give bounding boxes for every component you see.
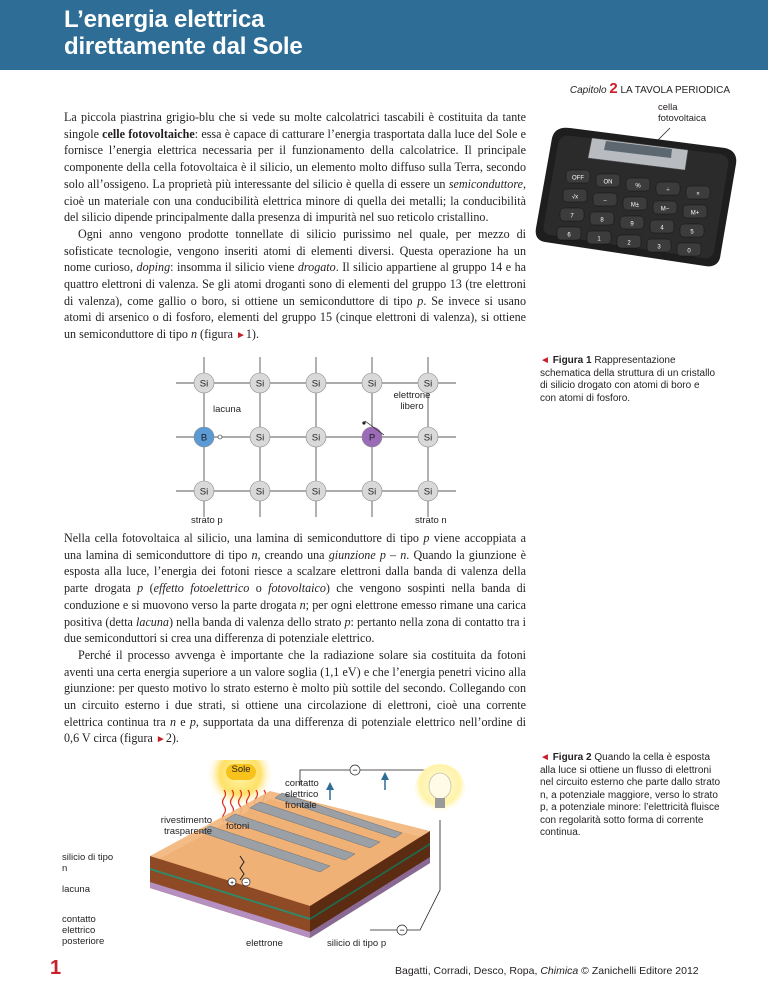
text-run: p xyxy=(344,614,351,629)
label-contatto-posteriore: contatto elettrico posteriore xyxy=(62,914,105,947)
minus-sign-bottom: − xyxy=(399,925,405,935)
paragraph-4 xyxy=(64,647,526,749)
text-run: ( xyxy=(143,581,154,596)
text-run: . Quando la giunzione è esposta alla luce, l’energia dei fotoni riesce a scalzare elettroni dalla banda di valenza della parte drogata xyxy=(64,547,526,596)
calculator-key-label: ÷ xyxy=(666,187,670,194)
calculator-key-label: OFF xyxy=(572,175,584,182)
atom-label: Si xyxy=(423,378,433,390)
text-run: ) nella banda di valenza dello strato xyxy=(168,614,345,629)
text-run: n xyxy=(299,597,306,612)
title-line-2: direttamente dal Sole xyxy=(64,33,303,60)
minus-sign-top: − xyxy=(352,765,358,775)
label-contatto-frontale: contatto elettrico frontale xyxy=(285,778,319,811)
text-run: Ogni anno vengono prodotte tonnellate di silicio purissimo nel quale, per mezzo di sofisticate tecnologie, vengono inseriti atomi di elementi diversi. Questa operazione ha un nome curioso, xyxy=(64,226,526,275)
figure-2-label: Figura 2 xyxy=(552,752,592,763)
text-run: ; per ogni elettrone emesso rimane una carica positiva (detta xyxy=(64,597,526,629)
calculator-key-label: 1 xyxy=(597,236,601,243)
hole-plus-sign: + xyxy=(229,880,235,887)
free-electron xyxy=(362,421,365,424)
label-rivestimento: rivestimento trasparente xyxy=(160,815,212,837)
atom-label: B xyxy=(200,432,208,444)
label-silicio-n: silicio di tipo n xyxy=(62,852,114,874)
text-run: Perché il processo avvenga è importante che la radiazione solare sia costituita da fotoni aventi una certa energia superiore a un valore soglia (1,1 eV) e che l’energia penetri vicino alla giunzione: per questo motivo lo strato esterno è molto più sottile del secondo. Collegando con un circuito esterno i due strati, si ottiene una circolazione di elettroni, cioè una corrente elettrica continua tra xyxy=(64,647,526,729)
text-run: giunzione p – n xyxy=(328,547,407,562)
calculator-key-label: M− xyxy=(660,206,670,213)
atom-label: Si xyxy=(423,432,433,444)
calculator-key-label: 6 xyxy=(567,232,571,239)
calculator-key-label: 5 xyxy=(690,229,694,236)
text-run: p xyxy=(137,581,144,596)
calculator-key-label: ON xyxy=(603,179,613,186)
text-run: p xyxy=(423,531,430,545)
text-run: p xyxy=(417,293,424,308)
caption-marker-2: ◄ xyxy=(540,752,550,763)
figure-1-caption xyxy=(540,355,718,405)
calculator-key-label: M+ xyxy=(690,210,700,217)
atom-label: Si xyxy=(311,432,321,444)
title-line-1: L’energia elettrica xyxy=(64,6,265,33)
text-run: (figura xyxy=(197,327,236,342)
footer-credit: Bagatti, Corradi, Desco, Ropa, Chimica © Zanichelli Editore 2012 xyxy=(395,965,699,977)
figure-2-text: Quando la cella è esposta alla luce si ottiene un flusso di elettroni nel circuito esterno che parte dallo strato n, a potenziale maggiore, verso lo strato p, a potenziale minore: l’elettricità fluisce con regolarità sotto forma di corrente continua. xyxy=(540,752,721,838)
label-strato-n: strato n xyxy=(415,515,447,526)
calc-label-line1: cella xyxy=(658,102,678,113)
text-run: n xyxy=(251,547,258,562)
atom-label: Si xyxy=(199,378,209,390)
text-run: : essa è capace di catturare l’energia trasportata dalla luce del Sole e fornisce l’energia elettrica necessaria per il funzionamento della calcolatrice. Il principale componente della cella fotovoltaica è il silicio, un elemento molto diffuso sulla Terra, secondo solo all’ossigeno. La proprietà più interessante del silicio è quella di essere un xyxy=(64,126,526,191)
text-run: 2). xyxy=(165,731,179,746)
figure-1-label: Figura 1 xyxy=(552,355,592,366)
text-run: ) che vengono sospinti nella banda di conduzione e si muovono verso la parte drogata xyxy=(64,581,526,612)
text-run: La piccola piastrina grigio-blu che si vede su molte calcolatrici tascabili è costituita da tante singole xyxy=(64,110,526,141)
label-lacuna-fig2: lacuna xyxy=(62,884,90,895)
label-sole: Sole xyxy=(231,764,251,775)
atom-label: Si xyxy=(311,486,321,498)
body-section-1 xyxy=(64,109,526,345)
caption-marker-1: ◄ xyxy=(540,355,550,366)
chapter-label: Capitolo xyxy=(569,85,607,96)
figure-1-text: Rappresentazione schematica della struttura di un cristallo di silicio drogato con atomi di boro e con atomi di fosforo. xyxy=(540,355,716,404)
calculator-key-label: − xyxy=(603,198,607,205)
calculator-key-label: 8 xyxy=(600,217,604,224)
chapter-number: 2 xyxy=(609,80,618,97)
calculator-key-label: 3 xyxy=(657,244,661,251)
calculator-key-label: 2 xyxy=(627,240,631,247)
label-silicio-p: silicio di tipo p xyxy=(327,938,387,949)
text-run: ► xyxy=(235,330,246,342)
text-run: n xyxy=(169,714,177,729)
electron-minus-sign: − xyxy=(243,880,249,887)
atom-label: Si xyxy=(255,486,265,498)
text-run: : pertanto nella zona di contatto tra i due semiconduttori si crea una differenza di potenziale elettrico. xyxy=(64,614,526,646)
atom-label: Si xyxy=(255,378,265,390)
paragraph-3 xyxy=(64,530,526,647)
hole-marker xyxy=(218,435,222,439)
calculator-key-label: × xyxy=(696,191,700,198)
calculator-key-label: √x xyxy=(571,194,579,201)
page-number: 1 xyxy=(50,957,62,979)
calculator-key-label: 4 xyxy=(660,225,664,232)
calculator-key-label: M± xyxy=(630,202,640,209)
atom-label: Si xyxy=(255,432,265,444)
figure-2-caption xyxy=(540,752,722,840)
text-run: celle fotovoltaiche xyxy=(102,126,195,141)
atom-label: Si xyxy=(367,486,377,498)
calculator-key-label: % xyxy=(635,183,641,190)
text-run: , creando una xyxy=(257,547,329,562)
text-run: . Il silicio appartiene al gruppo 14 e ha quattro elettroni di valenza. Se gli atomi droganti sono di elementi del gruppo 13 (tre elettroni di valenza), come gallio o boro, si ottiene un semiconduttore di tipo xyxy=(64,260,526,308)
text-run: n xyxy=(190,327,198,342)
calculator-key-label: 0 xyxy=(687,248,691,255)
label-elettrone-libero: elettrone libero xyxy=(393,390,431,412)
text-run: effetto fotoelettrico xyxy=(153,581,250,596)
label-fotoni: fotoni xyxy=(226,821,250,832)
label-elettrone: elettrone xyxy=(246,938,283,949)
text-run: doping xyxy=(136,260,171,275)
atom-label: Si xyxy=(199,486,209,498)
body-section-2 xyxy=(64,530,526,749)
light-bulb-icon xyxy=(429,773,451,799)
chapter-heading xyxy=(570,80,730,97)
paragraph-2 xyxy=(64,226,526,345)
calculator-key-label: 7 xyxy=(570,213,574,220)
silicon-lattice-diagram xyxy=(170,355,460,525)
atom-label: Si xyxy=(423,486,433,498)
text-run: o xyxy=(249,581,269,596)
text-run: fotovoltaico xyxy=(268,581,326,596)
calc-label-line2: fotovoltaica xyxy=(658,113,707,124)
text-run: 1). xyxy=(245,327,259,342)
calculator-illustration xyxy=(530,118,740,268)
text-run: , supportata da una differenza di potenziale elettrico nell’ordine di 0,6 V circa (figura xyxy=(64,714,526,746)
label-strato-p: strato p xyxy=(191,515,223,526)
calculator-key-label: 9 xyxy=(630,221,634,228)
text-run: p xyxy=(189,714,196,729)
text-run: ► xyxy=(155,734,166,746)
label-lacuna: lacuna xyxy=(213,404,241,415)
text-run: viene accoppiata a una lamina di semiconduttore di tipo xyxy=(64,531,527,562)
text-run: drogato xyxy=(297,260,336,275)
atom-label: Si xyxy=(367,378,377,390)
text-run: , cioè un materiale con una conducibilità elettrica minore di quella dei metalli; la conducibilità del silicio dipende principalmente dalla presenza di impurità nel suo reticolo cristallino. xyxy=(64,176,526,225)
text-run: : insomma il silicio viene xyxy=(170,260,298,275)
paragraph-1 xyxy=(64,109,526,226)
atom-label: P xyxy=(368,432,376,444)
page-title xyxy=(64,6,303,60)
atom-label: Si xyxy=(311,378,321,390)
text-run: semiconduttore xyxy=(448,176,523,191)
page-header xyxy=(0,0,768,70)
text-run: lacuna xyxy=(136,614,169,629)
chapter-title: LA TAVOLA PERIODICA xyxy=(620,85,730,96)
text-run: e xyxy=(176,714,190,729)
text-run: Nella cella fotovoltaica al silicio, una lamina di semiconduttore di tipo xyxy=(64,531,424,545)
text-run: . Se invece si usano atomi di arsenico o di fosforo, elementi del gruppo 15 (cinque elettroni di valenza), si ottiene un semiconduttore di tipo xyxy=(64,293,526,342)
